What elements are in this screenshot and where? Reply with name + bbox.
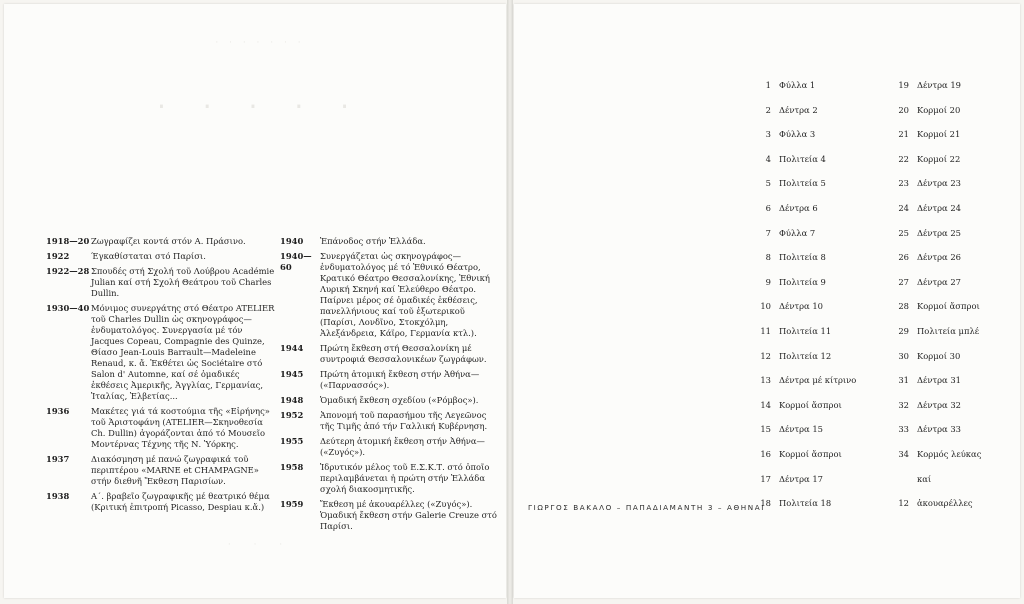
work-number: 11 [760,325,771,336]
work-title: Πολιτεία 9 [779,276,826,287]
work-number: 19 [898,80,909,90]
entry-year: 1937 [46,454,70,464]
work-title: Φύλλα 7 [779,227,816,238]
work-title: Δέντρα 23 [917,178,962,189]
work-title: Κορμοί ἄσπροι [779,448,842,459]
work-title: Κορμοί 20 [917,104,961,115]
biography-entry [46,236,276,247]
work-title: Πολιτεία 12 [779,350,832,361]
faded-show-through-text: · · · · · · · [215,38,305,48]
work-title: Πολιτεία 5 [779,178,826,189]
work-title: Κορμοί 21 [917,129,961,140]
entry-text: Ἔκθεση μέ ἀκουαρέλλες («Ζυγός»). Ὁμαδική ἔκθεση στήν Galerie Creuze στό Παρίσι. [320,499,497,531]
work-item [892,80,981,105]
work-number: 12 [898,498,909,509]
entry-text: Έγκαθίσταται στό Παρίσι. [91,251,206,261]
entry-text: Μακέτες γιά τά κοστούμια τῆς «Εἰρήνης» τοῦ Ἀριστοφάνη (ATELIER—Σκηνοθεσία Ch. Dullin) ἀγοράζονται ἀπό τό Μουσεῖο Μοντέρνας Τέχνης τῆς Ν. Ὑόρκης. [91,406,270,449]
work-item [892,400,981,425]
works-list-column-1 [754,80,856,523]
work-item [892,375,981,400]
work-title: Δέντρα 2 [779,104,818,115]
work-item [754,449,856,474]
work-item [754,203,856,228]
entry-year: 1955 [280,436,304,446]
work-title: Κορμοί 22 [917,153,961,164]
biography-entry [280,462,500,495]
entry-text: Μόνιμος συνεργάτης στό Θέατρο ATELIER τοῦ Charles Dullin ὡς σκηνογράφος—ἐνδυματολόγος. Συνεργασία μέ τόν Jacques Copeau, Compagnie des Quinze, Θίασο Jean-Louis Barrault—Madeleine Renaud, κ. ἄ. Ἐκθέτει ὡς Sociétaire στό Salon d' Automne, καί σέ ὁμαδικές ἐκθέσεις Ἀμερικῆς, Ἀγγλίας, Γερμανίας, Ἰταλίας, Ἑλβετίας... [91,303,275,401]
biography-entry [280,236,500,247]
work-item [892,252,981,277]
entry-year: 1918—20 [46,236,90,246]
biography-column-2 [280,236,500,536]
work-item [892,228,981,253]
entry-text: Συνεργάζεται ὡς σκηνογράφος—ἐνδυματολόγος μέ τό Ἐθνικό Θέατρο, Κρατικό Θέατρο Θεσσαλονίκης, Ἐθνική Λυρική Σκηνή καί Ἐλεύθερο Θέατρο. Παίρνει μέρος σέ ὁμαδικές ἐκθέσεις, πανελλήνιους καί τοῦ ἐξωτερικοῦ (Παρίσι, Λονδῖνο, Στοκχόλμη, Ἀλεξάνδρεια, Κάϊρο, Γερμανία κτλ.). [320,251,490,338]
work-number: 26 [898,252,909,263]
work-item [754,178,856,203]
work-item [892,498,981,523]
work-title: Δέντρα 33 [917,424,962,435]
work-number: 30 [898,350,909,361]
biography-entry [280,251,500,339]
work-number: 25 [898,227,909,238]
work-number: 13 [760,375,771,386]
biography-entry [46,406,276,450]
work-item [892,326,981,351]
entry-year: 1940—60 [280,251,312,272]
biography-entry [280,369,500,391]
work-title: Πολιτεία 8 [779,252,826,263]
work-item [892,203,981,228]
work-item [754,351,856,376]
work-title: Κορμοί ἄσπροι [917,301,980,312]
work-title: Δέντρα 19 [917,80,962,90]
entry-text: Α΄. βραβεῖο ζωγραφικῆς μέ θεατρικό θέμα (Κριτική ἐπιτροπή Picasso, Despiau κ.ἄ.) [91,491,270,512]
work-item [892,424,981,449]
work-number: 6 [765,202,771,213]
work-item [754,154,856,179]
work-item [754,375,856,400]
work-item [892,105,981,130]
work-number: 33 [898,424,909,435]
work-item [754,105,856,130]
work-title: Φύλλα 1 [779,80,816,90]
work-number: 24 [898,202,909,213]
work-item [892,474,981,499]
work-number: 9 [765,276,771,287]
work-number: 14 [760,399,771,410]
work-title: Δέντρα 24 [917,202,962,213]
work-title: Δέντρα 10 [779,301,824,312]
work-number: 10 [760,301,771,312]
biography-entry [280,436,500,458]
biography-entry [280,343,500,365]
work-item [754,400,856,425]
entry-text: Σπουδές στή Σχολή τοῦ Λούβρου Académie Julian καί στή Σχολή Θεάτρου τοῦ Charles Dullin. [91,266,275,298]
work-number: 28 [898,301,909,312]
work-title: Πολιτεία 4 [779,153,826,164]
biography-entry [46,303,276,402]
work-number: 5 [765,178,771,189]
entry-text: Ἐπάνοδος στήν Ἑλλάδα. [320,236,426,246]
biography-entry [46,454,276,487]
entry-year: 1922 [46,251,70,261]
biography-column-1 [46,236,276,517]
work-number: 7 [765,227,771,238]
entry-year: 1930—40 [46,303,90,313]
biography-entry [46,251,276,262]
work-item [892,154,981,179]
work-number: 29 [898,325,909,336]
entry-text: Ὁμαδική ἔκθεση σχεδίου («Ρόμβος»). [320,395,479,405]
entry-year: 1944 [280,343,304,353]
faded-show-through-text: · · · [227,540,293,550]
work-number: 17 [760,473,771,484]
entry-text: Ζωγραφίζει κοντά στόν Α. Πράσινο. [91,236,246,246]
work-title: Πολιτεία μπλέ [917,325,980,336]
entry-year: 1936 [46,406,70,416]
work-title: Δέντρα 17 [779,473,824,484]
work-number: 2 [765,104,771,115]
work-number: 12 [760,350,771,361]
work-title: Δέντρα 6 [779,202,818,213]
work-item [754,301,856,326]
work-title: Δέντρα 26 [917,252,962,263]
work-number: 3 [765,129,771,140]
work-title: Δέντρα 31 [917,375,962,386]
biography-entry [46,491,276,513]
biography-entry [280,395,500,406]
work-title: Κορμός λεύκας [917,448,982,459]
work-title: Δέντρα 25 [917,227,962,238]
publisher-line: ΓΙΩΡΓΟΣ ΒΑΚΑΛΟ – ΠΑΠΑΔΙΑΜΑΝΤΗ 3 – ΑΘΗΝΑΙ [528,503,765,512]
entry-year: 1959 [280,499,304,509]
entry-year: 1952 [280,410,304,420]
work-number: 18 [760,498,771,509]
work-title: Δέντρα μέ κίτρινο [779,375,857,386]
entry-text: Ἀπονομή τοῦ παρασήμου τῆς Λεγεῶνος τῆς Τιμῆς ἀπό τήν Γαλλική Κυβέρνηση. [320,410,488,431]
work-number: 4 [765,153,771,164]
work-item [892,129,981,154]
entry-year: 1922—28 [46,266,90,276]
work-item [754,228,856,253]
work-number: 27 [898,276,909,287]
work-title: ἀκουαρέλλες [917,498,973,509]
entry-year: 1945 [280,369,304,379]
work-item [754,424,856,449]
entry-year: 1940 [280,236,304,246]
work-item [754,498,856,523]
entry-text: Πρώτη ἀτομική ἔκθεση στήν Ἀθήνα—(«Παρνασσός»). [320,369,480,390]
work-title: Πολιτεία 18 [779,498,832,509]
work-item [754,252,856,277]
work-title: Πολιτεία 11 [779,325,832,336]
work-number: 20 [898,104,909,115]
work-item [754,277,856,302]
entry-year: 1948 [280,395,304,405]
page-fold [507,0,513,604]
work-number: 31 [898,375,909,386]
work-title: Δέντρα 32 [917,399,962,410]
work-item [892,178,981,203]
faded-show-through-text: · · · · · [156,90,364,123]
work-item [754,326,856,351]
biography-entry [280,499,500,532]
work-item [754,474,856,499]
work-item [892,351,981,376]
work-title: Κορμοί 30 [917,350,961,361]
entry-year: 1958 [280,462,304,472]
work-item [754,80,856,105]
work-title: Δέντρα 15 [779,424,824,435]
work-title: Δέντρα 27 [917,276,962,287]
work-number: 32 [898,399,909,410]
work-title: Φύλλα 3 [779,129,816,140]
work-number: 22 [898,153,909,164]
work-number: 21 [898,129,909,140]
work-number: 1 [765,80,771,90]
entry-text: Ἱδρυτικόν μέλος τοῦ Ε.Σ.Κ.Τ. στό ὁποῖο περιλαμβάνεται ἡ πρώτη στήν Ἑλλάδα σχολή διακοσμητικῆς. [320,462,490,494]
work-number: 15 [760,424,771,435]
work-number: 34 [898,448,909,459]
work-item [892,449,981,474]
work-item [754,129,856,154]
entry-year: 1938 [46,491,70,501]
entry-text: Πρώτη ἔκθεση στή Θεσσαλονίκη μέ συντροφιά Θεσσαλονικέων ζωγράφων. [320,343,487,364]
entry-text: Δεύτερη ἀτομική ἔκθεση στήν Ἀθήνα—(«Ζυγός»). [320,436,485,457]
work-title: καί [917,473,932,484]
work-number: 23 [898,178,909,189]
work-item [892,277,981,302]
work-number: 8 [765,252,771,263]
biography-entry [280,410,500,432]
entry-text: Διακόσμηση μέ πανώ ζωγραφικά τοῦ περιπτέρου «MARNE et CHAMPAGNE» στήν διεθνῆ Ἔκθεση Παρισίων. [91,454,259,486]
work-item [892,301,981,326]
work-number: 16 [760,448,771,459]
works-list-column-2 [892,80,981,523]
biography-entry [46,266,276,299]
work-title: Κορμοί ἄσπροι [779,399,842,410]
